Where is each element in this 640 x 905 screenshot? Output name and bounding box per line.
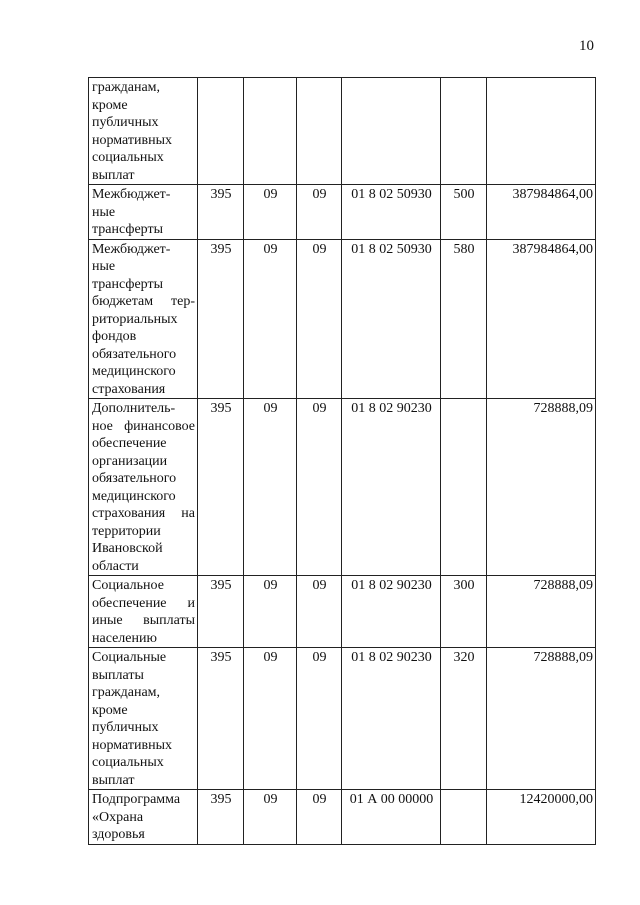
row-name-line: Подпрограмма: [92, 792, 181, 807]
row-name-line: кроме: [92, 702, 128, 718]
row-name-cell: [89, 576, 198, 648]
page-number: 10: [579, 38, 594, 54]
table-row: [89, 576, 596, 648]
row-amount-cell: [487, 78, 596, 185]
row-name-line: обеспечение и: [92, 595, 195, 611]
row-name-line: Ивановской: [92, 541, 163, 556]
row-target-article-cell: 01 8 02 90230: [342, 576, 441, 648]
row-name-line: кроме: [92, 97, 128, 113]
row-name-line: обеспечение: [92, 436, 167, 451]
row-section-cell: 09: [244, 648, 297, 790]
row-code-cell: 395: [198, 790, 244, 845]
row-name-line: бюджетам тер-: [92, 294, 195, 309]
row-name-line: фондов: [92, 329, 137, 344]
row-expense-type-cell: [441, 78, 487, 185]
row-name-line: области: [92, 558, 139, 574]
table-row: [89, 790, 596, 845]
row-name-line: выплаты: [92, 667, 144, 683]
row-expense-type-cell: [441, 399, 487, 576]
row-name-line: страхования: [92, 381, 166, 397]
row-name-line: Дополнитель-: [92, 401, 176, 416]
row-expense-type-cell: 580: [441, 239, 487, 399]
row-amount-cell: 387984864,00: [487, 185, 596, 240]
row-name-cell: [89, 790, 198, 845]
row-subsection-cell: 09: [297, 576, 342, 648]
row-amount-cell: 728888,09: [487, 648, 596, 790]
row-amount-cell: 387984864,00: [487, 239, 596, 399]
row-name-line: публичных: [92, 115, 159, 130]
row-target-article-cell: 01 8 02 90230: [342, 399, 441, 576]
row-name-line: нормативных: [92, 737, 173, 753]
row-expense-type-cell: [441, 790, 487, 845]
row-name-cell: [89, 399, 198, 576]
row-name-cell: [89, 78, 198, 185]
row-name-line: гражданам,: [92, 685, 161, 700]
row-name-line: ные: [92, 259, 116, 274]
row-name-line: трансферты: [92, 276, 164, 292]
row-subsection-cell: 09: [297, 239, 342, 399]
row-expense-type-cell: 500: [441, 185, 487, 240]
budget-table: [88, 77, 596, 845]
row-name-cell: [89, 239, 198, 399]
row-subsection-cell: [297, 78, 342, 185]
row-subsection-cell: 09: [297, 790, 342, 845]
row-name-line: Социальное: [92, 578, 164, 593]
row-expense-type-cell: 320: [441, 648, 487, 790]
row-name-line: ные: [92, 204, 116, 220]
table-row: [89, 399, 596, 576]
row-name-line: обязательного: [92, 346, 177, 362]
row-name-line: обязательного: [92, 471, 177, 486]
row-amount-cell: 12420000,00: [487, 790, 596, 845]
table-row: [89, 78, 596, 185]
row-name-line: Межбюджет-: [92, 187, 171, 202]
table-row: [89, 648, 596, 790]
row-code-cell: 395: [198, 576, 244, 648]
row-name-line: населению: [92, 630, 157, 646]
row-name-line: социальных: [92, 150, 164, 165]
row-code-cell: 395: [198, 648, 244, 790]
row-name-line: риториальных: [92, 311, 178, 327]
row-name-line: трансферты: [92, 222, 164, 237]
row-section-cell: 09: [244, 576, 297, 648]
row-amount-cell: 728888,09: [487, 576, 596, 648]
row-target-article-cell: 01 А 00 00000: [342, 790, 441, 845]
row-code-cell: 395: [198, 399, 244, 576]
row-target-article-cell: 01 8 02 50930: [342, 239, 441, 399]
row-name-line: гражданам,: [92, 80, 161, 95]
row-name-line: «Охрана: [92, 809, 144, 825]
row-section-cell: 09: [244, 185, 297, 240]
row-expense-type-cell: 300: [441, 576, 487, 648]
row-section-cell: [244, 78, 297, 185]
table-row: [89, 239, 596, 399]
row-name-line: Социальные: [92, 650, 167, 665]
row-name-line: иные выплаты: [92, 613, 195, 628]
row-code-cell: 395: [198, 239, 244, 399]
row-code-cell: 395: [198, 185, 244, 240]
row-name-line: организации: [92, 453, 168, 469]
row-name-line: выплат: [92, 772, 135, 788]
row-name-line: медицинского: [92, 364, 176, 379]
row-name-cell: [89, 185, 198, 240]
row-section-cell: 09: [244, 790, 297, 845]
row-subsection-cell: 09: [297, 185, 342, 240]
row-code-cell: [198, 78, 244, 185]
table-row: [89, 185, 596, 240]
row-name-cell: [89, 648, 198, 790]
row-target-article-cell: 01 8 02 90230: [342, 648, 441, 790]
row-target-article-cell: 01 8 02 50930: [342, 185, 441, 240]
row-name-line: социальных: [92, 755, 164, 770]
row-name-line: ное финансовое: [92, 418, 195, 434]
row-section-cell: 09: [244, 239, 297, 399]
row-name-line: нормативных: [92, 132, 173, 148]
row-name-line: территории: [92, 523, 161, 539]
row-subsection-cell: 09: [297, 399, 342, 576]
table-body: [89, 78, 596, 845]
row-subsection-cell: 09: [297, 648, 342, 790]
row-name-line: страхования на: [92, 506, 195, 521]
row-name-line: здоровья: [92, 827, 145, 842]
row-name-line: медицинского: [92, 488, 176, 504]
row-name-line: Межбюджет-: [92, 241, 171, 257]
row-section-cell: 09: [244, 399, 297, 576]
row-name-line: выплат: [92, 167, 135, 183]
row-target-article-cell: [342, 78, 441, 185]
row-amount-cell: 728888,09: [487, 399, 596, 576]
row-name-line: публичных: [92, 720, 159, 735]
